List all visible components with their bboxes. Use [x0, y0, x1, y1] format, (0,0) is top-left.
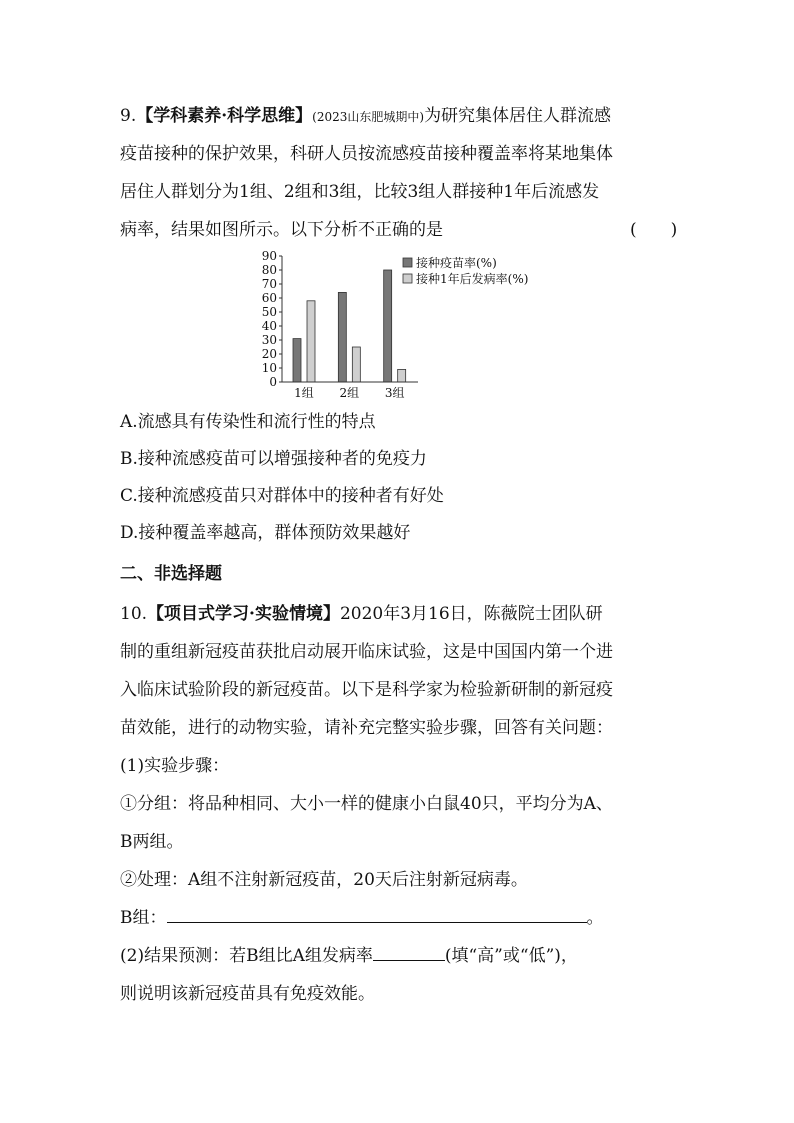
q10-text-line3: 入临床试验阶段的新冠疫苗。以下是科学家为检验新研制的新冠疫: [120, 680, 613, 700]
x-tick-label: 1组: [294, 386, 314, 398]
q10-number: 10.: [120, 604, 148, 624]
y-tick-label: 40: [261, 319, 277, 333]
q10-step2: ②处理：A组不注射新冠疫苗，20天后注射新冠病毒。: [120, 870, 528, 890]
q9-line1: [120, 98, 611, 135]
legend-swatch: [403, 274, 412, 283]
q9-option-a: A.流感具有传染性和流行性的特点: [120, 412, 376, 432]
bar-vaccination-rate: [384, 270, 392, 382]
q10-line1: [120, 596, 603, 632]
q10-groupb-end: 。: [586, 908, 604, 928]
legend-label: 接种1年后发病率(%): [416, 272, 529, 286]
y-tick-label: 50: [261, 305, 277, 319]
bar-vaccination-rate: [293, 339, 301, 382]
bar-incidence-rate: [307, 301, 315, 382]
q10-step1-line2: B两组。: [120, 832, 184, 852]
q10-text-line2: 制的重组新冠疫苗获批启动展开临床试验，这是中国国内第一个进: [120, 642, 613, 662]
legend-label: 接种疫苗率(%): [416, 256, 497, 270]
y-tick-label: 60: [261, 291, 277, 305]
q9-text-line4: 病率，结果如图所示。以下分析不正确的是: [120, 220, 443, 240]
y-tick-label: 30: [261, 333, 277, 347]
q10-predict-line: [120, 938, 578, 974]
y-tick-label: 80: [261, 263, 277, 277]
q9-tag: 【学科素养·科学思维】: [136, 106, 313, 126]
y-tick-label: 10: [261, 361, 277, 375]
q10-conclusion: 则说明该新冠疫苗具有免疫效能。: [120, 984, 375, 1004]
y-tick-label: 20: [261, 347, 277, 361]
q9-option-b: B.接种流感疫苗可以增强接种者的免疫力: [120, 449, 427, 469]
y-tick-label: 70: [261, 277, 277, 291]
q10-predict-blank[interactable]: [373, 942, 445, 961]
q9-option-c: C.接种流感疫苗只对群体中的接种者有好处: [120, 486, 444, 506]
legend-swatch: [403, 258, 412, 267]
bar-vaccination-rate: [338, 292, 346, 382]
q10-groupb-label: B组：: [120, 908, 167, 928]
section-heading: 二、非选择题: [120, 564, 222, 584]
q10-step1-line1: ①分组：将品种相同、大小一样的健康小白鼠40只，平均分为A、: [120, 794, 613, 814]
y-tick-label: 90: [261, 250, 277, 263]
q9-number: 9.: [120, 106, 137, 126]
q10-predict-prefix: (2)结果预测：若B组比A组发病率: [120, 946, 373, 966]
x-tick-label: 3组: [384, 386, 405, 398]
q9-source: (2023山东肥城期中): [312, 110, 425, 124]
q10-step-title: (1)实验步骤：: [120, 756, 230, 776]
q9-text-line3: 居住人群划分为1组、2组和3组，比较3组人群接种1年后流感发: [120, 182, 600, 202]
q9-option-d: D.接种覆盖率越高，群体预防效果越好: [120, 523, 411, 543]
q9-text-line1: 为研究集体居住人群流感: [424, 106, 612, 126]
q10-tag: 【项目式学习·实验情境】: [147, 604, 340, 624]
bar-incidence-rate: [352, 347, 360, 382]
bar-incidence-rate: [398, 369, 406, 382]
q10-predict-suffix: (填“高”或“低”)，: [444, 946, 578, 966]
q9-answer-parentheses: ( ): [630, 220, 678, 240]
q10-groupb-blank[interactable]: [167, 904, 587, 923]
q10-groupb-line: [120, 900, 604, 936]
x-tick-label: 2组: [339, 386, 360, 398]
q9-text-line2: 疫苗接种的保护效果，科研人员按流感疫苗接种覆盖率将某地集体: [120, 144, 613, 164]
q9-bar-chart: [250, 250, 550, 398]
q10-text-line4: 苗效能，进行的动物实验，请补充完整实验步骤，回答有关问题：: [120, 718, 613, 738]
y-tick-label: 0: [269, 375, 277, 389]
q10-text-line1: 2020年3月16日，陈薇院士团队研: [339, 604, 603, 624]
